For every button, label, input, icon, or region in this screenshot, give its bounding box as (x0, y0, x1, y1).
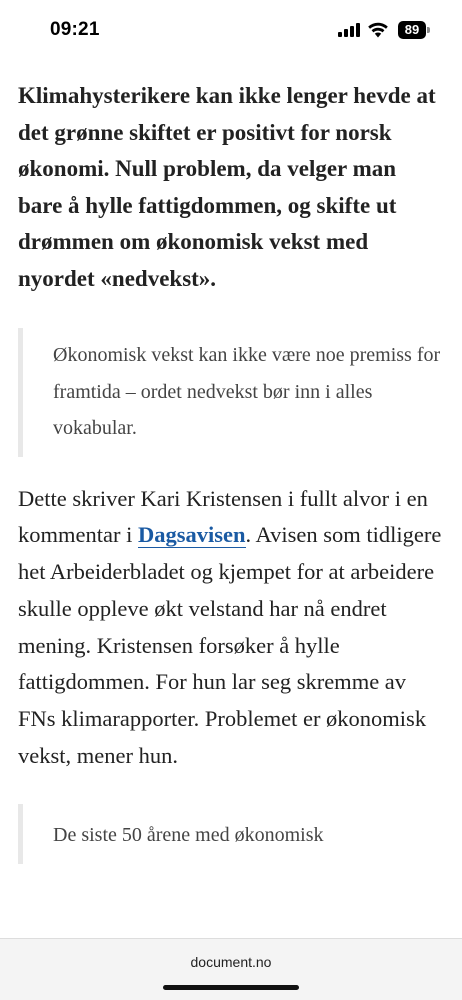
blockquote-second-text: De siste 50 årene med økonomisk (53, 823, 324, 846)
blockquote-text: Økonomisk vekst kan ikke være noe premiss for framtida – ordet nedvekst bør inn i alles vokabular. (53, 344, 441, 439)
battery-icon (398, 21, 431, 39)
status-time: 09:21 (50, 19, 100, 40)
signal-icon (338, 23, 360, 37)
home-indicator[interactable] (163, 985, 299, 990)
paragraph-text-end: . Avisen som tidligere het Arbeiderbladet og kjempet for at arbeidere skulle oppleve økt velstand har nå endret mening. Kristensen forsøker å hylle fattigdommen. For hun lar seg skremme av FNs klimarapporter. Problemet er økonomisk vekst, mener hun. (18, 522, 442, 769)
article-content (18, 78, 444, 864)
battery-level: 89 (398, 21, 426, 39)
browser-address-bar[interactable] (0, 938, 462, 1000)
dagsavisen-link[interactable]: Dagsavisen (137, 522, 246, 548)
blockquote (18, 328, 444, 457)
article-lead: Klimahysterikere kan ikke lenger hevde at det grønne skiftet er positivt for norsk økonomi. Null problem, da velger man bare å hylle fattigdommen, og skifte ut drømmen om økonomisk vekst med nyordet «nedvekst». (18, 83, 436, 291)
blockquote-second (18, 804, 444, 864)
wifi-icon (367, 21, 389, 38)
url-text[interactable]: document.no (190, 954, 272, 970)
paragraph-text-start: Dette skriver Kari Kristensen i fullt alvor i en kommentar i (18, 485, 428, 548)
article-paragraph (18, 481, 444, 775)
status-bar (0, 0, 462, 62)
